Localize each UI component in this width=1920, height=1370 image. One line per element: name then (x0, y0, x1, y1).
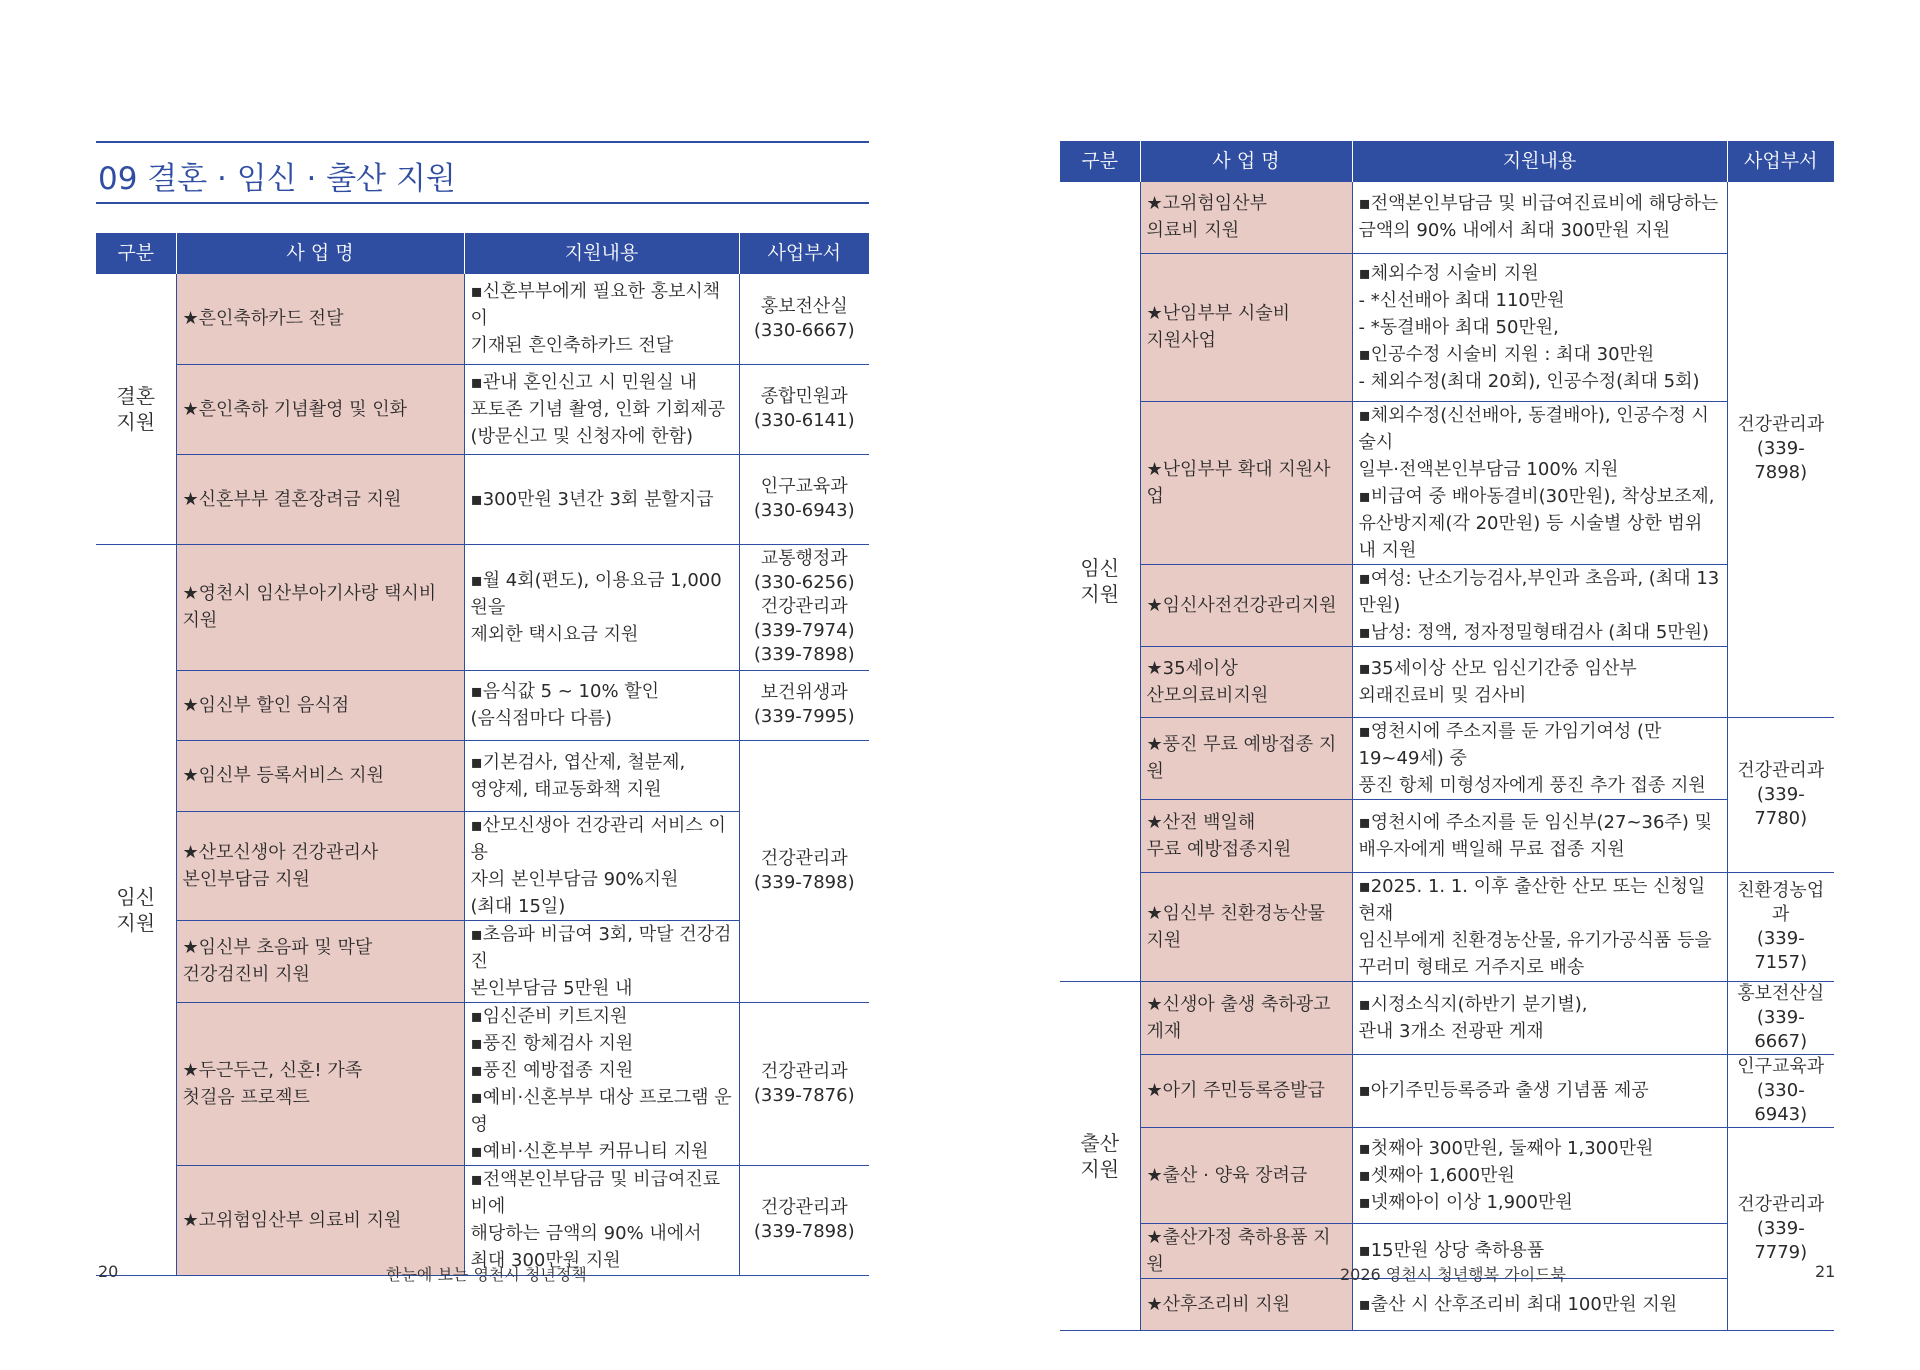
table-row (96, 740, 869, 811)
left-page-number: 20 (98, 1262, 119, 1281)
program-name: ★임신부 초음파 및 막달 건강검진비 지원 (176, 920, 464, 1002)
program-content: ▪300만원 3년간 3회 분할지급 (464, 454, 739, 544)
program-content: ▪시정소식지(하반기 분기별), 관내 3개소 전광판 게재 (1352, 981, 1727, 1054)
header-category: 구분 (1060, 141, 1140, 182)
program-content: ▪여성: 난소기능검사,부인과 초음파, (최대 13만원) ▪남성: 정액, 정자정밀형태검사 (최대 5만원) (1352, 564, 1727, 646)
program-name: ★흔인축하카드 전달 (176, 274, 464, 364)
program-department: 건강관리과 (339-7898) (739, 1165, 869, 1275)
header-department: 사업부서 (1727, 141, 1834, 182)
left-policy-table (96, 233, 869, 1276)
program-content: ▪임신준비 키트지원 ▪풍진 항체검사 지원 ▪풍진 예방접종 지원 ▪예비·신혼부부 대상 프로그램 운영 ▪예비·신혼부부 커뮤니티 지원 (464, 1002, 739, 1165)
program-name: ★풍진 무료 예방접종 지원 (1140, 717, 1352, 799)
program-content: ▪음식값 5 ~ 10% 할인 (음식점마다 다름) (464, 670, 739, 740)
program-content: ▪영천시에 주소지를 둔 임신부(27~36주) 및 배우자에게 백일해 무료 접종 지원 (1352, 799, 1727, 872)
program-department: 건강관리과 (339-7898) (739, 740, 869, 1002)
program-department: 교통행정과 (330-6256) 건강관리과 (339-7974) (339-7898) (739, 544, 869, 670)
program-name: ★신생아 출생 축하광고 게재 (1140, 981, 1352, 1054)
header-program: 사 업 명 (1140, 141, 1352, 182)
section-title: 09 결혼 · 임신 · 출산 지원 (98, 161, 456, 197)
table-row (96, 274, 869, 364)
program-name: ★신혼부부 결혼장려금 지원 (176, 454, 464, 544)
table-row (1060, 717, 1834, 799)
category-label: 결혼 지원 (116, 383, 156, 434)
right-page-number: 21 (1815, 1262, 1836, 1281)
table-row (1060, 253, 1834, 401)
program-department: 홍보전산실 (330-6667) (739, 274, 869, 364)
program-content: ▪2025. 1. 1. 이후 출산한 산모 또는 신청일 현재 임신부에게 친환경농산물, 유기가공식품 등을 꾸러미 형태로 거주지로 배송 (1352, 872, 1727, 981)
program-content: ▪기본검사, 엽산제, 철분제, 영양제, 태교동화책 지원 (464, 740, 739, 811)
category-label: 임신 지원 (116, 884, 156, 935)
program-department: 친환경농업과 (339-7157) (1727, 872, 1834, 981)
table-row (96, 544, 869, 670)
table-row (1060, 182, 1834, 253)
program-content: ▪영천시에 주소지를 둔 가임기여성 (만19~49세) 중 풍진 항체 미형성자에게 풍진 추가 접종 지원 (1352, 717, 1727, 799)
table-row (1060, 981, 1834, 1054)
table-row (1060, 872, 1834, 981)
program-department: 종합민원과 (330-6141) (739, 364, 869, 454)
table-header-row (1060, 141, 1834, 182)
program-name: ★난임부부 확대 지원사업 (1140, 401, 1352, 564)
program-content: ▪초음파 비급여 3회, 막달 건강검진 본인부담금 5만원 내 (464, 920, 739, 1002)
program-content: ▪관내 혼인신고 시 민원실 내 포토존 기념 촬영, 인화 기회제공 (방문신고 및 신청자에 한함) (464, 364, 739, 454)
program-name: ★출산 · 양육 장려금 (1140, 1127, 1352, 1223)
category-label: 임신 지원 (1080, 556, 1120, 607)
table-row (1060, 401, 1834, 564)
program-department: 건강관리과 (339-7780) (1727, 717, 1834, 872)
program-name: ★35세이상 산모의료비지원 (1140, 646, 1352, 717)
program-name: ★산전 백일해 무료 예방접종지원 (1140, 799, 1352, 872)
program-name: ★고위험임산부 의료비 지원 (176, 1165, 464, 1275)
program-content: ▪첫째아 300만원, 둘째아 1,300만원 ▪셋째아 1,600만원 ▪넷째아이 이상 1,900만원 (1352, 1127, 1727, 1223)
program-name: ★출산가정 축하용품 지원 (1140, 1223, 1352, 1278)
table-row (96, 670, 869, 740)
program-department: 인구교육과 (330-6943) (739, 454, 869, 544)
table-row (96, 364, 869, 454)
header-content: 지원내용 (464, 233, 739, 274)
program-content: ▪체외수정 시술비 지원 - *신선배아 최대 110만원 - *동결배아 최대 50만원, ▪인공수정 시술비 지원 : 최대 30만원 - 체외수정(최대 20회), 인공수정(최대 5회) (1352, 253, 1727, 401)
program-name: ★임신부 친환경농산물 지원 (1140, 872, 1352, 981)
category-label: 출산 지원 (1080, 1130, 1120, 1181)
program-name: ★산모신생아 건강관리사 본인부담금 지원 (176, 811, 464, 920)
section-title-bar (96, 141, 869, 204)
program-content: ▪35세이상 산모 임신기간중 임산부 외래진료비 및 검사비 (1352, 646, 1727, 717)
program-department: 건강관리과 (339-7779) (1727, 1127, 1834, 1330)
program-name: ★흔인축하 기념촬영 및 인화 (176, 364, 464, 454)
program-department: 보건위생과 (339-7995) (739, 670, 869, 740)
program-name: ★고위험임산부 의료비 지원 (1140, 182, 1352, 253)
header-department: 사업부서 (739, 233, 869, 274)
table-row (1060, 646, 1834, 717)
program-content: ▪신혼부부에게 필요한 홍보시책이 기재된 흔인축하카드 전달 (464, 274, 739, 364)
right-policy-table (1060, 141, 1834, 1331)
table-row (1060, 1278, 1834, 1330)
category-cell (96, 544, 176, 1275)
program-name: ★난임부부 시술비 지원사업 (1140, 253, 1352, 401)
program-content: ▪체외수정(신선배아, 동결배아), 인공수정 시술시 일부·전액본인부담금 100% 지원 ▪비급여 중 배아동결비(30만원), 착상보조제, 유산방지제(각 20만원) 등 시술별 상한 범위 내 지원 (1352, 401, 1727, 564)
program-content: ▪월 4회(편도), 이용요금 1,000원을 제외한 택시요금 지원 (464, 544, 739, 670)
header-category: 구분 (96, 233, 176, 274)
category-cell (1060, 981, 1140, 1330)
program-content: ▪15만원 상당 축하용품 (1352, 1223, 1727, 1278)
program-content: ▪산모신생아 건강관리 서비스 이용 자의 본인부담금 90%지원 (최대 15일) (464, 811, 739, 920)
program-name: ★임신사전건강관리지원 (1140, 564, 1352, 646)
program-department: 인구교육과 (330-6943) (1727, 1054, 1834, 1127)
table-row (1060, 799, 1834, 872)
program-name: ★두근두근, 신혼! 가족 첫걸음 프로젝트 (176, 1002, 464, 1165)
program-content: ▪아기주민등록증과 출생 기념품 제공 (1352, 1054, 1727, 1127)
category-cell (1060, 182, 1140, 981)
header-program: 사 업 명 (176, 233, 464, 274)
table-row (1060, 1127, 1834, 1223)
program-name: ★영천시 임산부아기사랑 택시비 지원 (176, 544, 464, 670)
program-content: ▪전액본인부담금 및 비급여진료비에 해당하는 금액의 90% 내에서 최대 300만원 지원 (1352, 182, 1727, 253)
program-department: 건강관리과 (339-7876) (739, 1002, 869, 1165)
program-name: ★임신부 할인 음식점 (176, 670, 464, 740)
program-name: ★임신부 등록서비스 지원 (176, 740, 464, 811)
program-department: 홍보전산실 (339-6667) (1727, 981, 1834, 1054)
table-row (96, 1002, 869, 1165)
category-cell (96, 274, 176, 544)
table-row (1060, 564, 1834, 646)
left-footer-text: 한눈에 보는 영천시 청년정책 (386, 1265, 587, 1284)
program-name: ★산후조리비 지원 (1140, 1278, 1352, 1330)
program-content: ▪출산 시 산후조리비 최대 100만원 지원 (1352, 1278, 1727, 1330)
program-department: 건강관리과 (339-7898) (1727, 182, 1834, 717)
program-content: ▪전액본인부담금 및 비급여진료비에 해당하는 금액의 90% 내에서 최대 300만원 지원 (464, 1165, 739, 1275)
right-footer-text: 2026 영천시 청년행복 가이드북 (1340, 1265, 1566, 1284)
table-row (96, 454, 869, 544)
program-name: ★아기 주민등록증발급 (1140, 1054, 1352, 1127)
table-header-row (96, 233, 869, 274)
table-row (1060, 1054, 1834, 1127)
header-content: 지원내용 (1352, 141, 1727, 182)
table-row (96, 1165, 869, 1275)
